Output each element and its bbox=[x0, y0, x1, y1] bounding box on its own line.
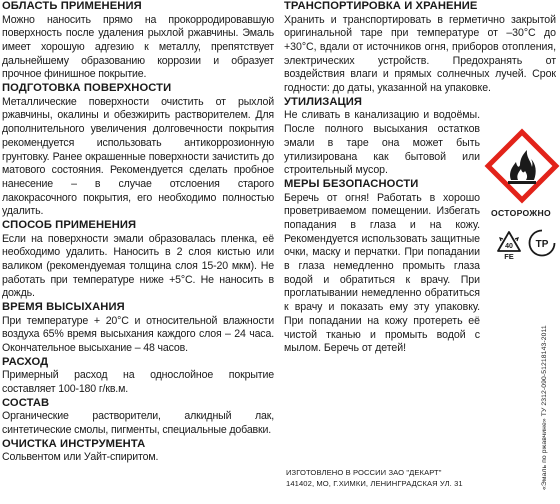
section-text: Беречь от огня! Работать в хорошо проветриваемом помещении. Избегать попадания в глаза и на кожу. Рекомендуется использовать защитные очки, маску и перчатки. При попадании в глаза немедленно промыть глаза водой и обратиться к врачу. При проглатывании немедленно обратиться к врачу и показать ему эту упаковку. При попадании на кожу протереть её чистой тканью и промыть водой с мылом. Беречь от детей! bbox=[284, 191, 480, 355]
flammable-hazard-icon bbox=[484, 128, 560, 204]
manufacturer-info bbox=[286, 467, 486, 489]
section-heading: МЕРЫ БЕЗОПАСНОСТИ bbox=[284, 177, 419, 190]
section-text: Сольвентом или Уайт-спиритом. bbox=[2, 451, 159, 464]
section-heading: ОЧИСТКА ИНСТРУМЕНТА bbox=[2, 437, 146, 450]
section-text: Металлические поверхности очистить от рыхлой ржавчины, окалины и обезжирить растворителем. Для дополнительного увеличения долговечности покрытия рекомендуется использовать антикоррозионную грунтовку. Ранее окрашенные поверхности зачистить до матового состояния. Рекомендуется сделать пробное нанесение – в случае отслоения старого лакокрасочного покрытия, его необходимо полностью удалить. bbox=[2, 95, 274, 218]
section-heading: СПОСОБ ПРИМЕНЕНИЯ bbox=[2, 219, 137, 232]
section-heading: РАСХОД bbox=[2, 355, 49, 368]
section-text: Не сливать в канализацию и водоёмы. После полного высыхания остатков эмали в таре она может быть утилизирована как бытовой или строительный мусор. bbox=[284, 109, 480, 177]
recycle-number: 40 bbox=[505, 243, 513, 250]
section-text: Органические растворители, алкидный лак, синтетические смолы, пигменты, специальные добавки. bbox=[2, 410, 274, 437]
manufacturer-address: 141402, МО, Г.ХИМКИ, ЛЕНИНГРАДСКАЯ УЛ. 31 bbox=[286, 479, 463, 488]
section-heading: ОБЛАСТЬ ПРИМЕНЕНИЯ bbox=[2, 0, 142, 12]
section-heading: ТРАНСПОРТИРОВКА И ХРАНЕНИЕ bbox=[284, 0, 478, 12]
recycle-code: FE bbox=[504, 252, 514, 260]
section-heading: СОСТАВ bbox=[2, 396, 50, 409]
spec-code: «Эмаль по ржавчине» ТУ 2312-090-51218143-2011 bbox=[541, 325, 548, 490]
section-heading: ВРЕМЯ ВЫСЫХАНИЯ bbox=[2, 301, 125, 314]
section-text: Хранить и транспортировать в герметично закрытой оригинальной таре при температуре от –30°С до +30°С, вдали от источников огня, приборов отопления, электрических устройств. Предохранять от воздействия влаги и прямых солнечных лучей. Срок годности: до даты, указанной на упаковке. bbox=[284, 13, 556, 95]
recycle-icon bbox=[495, 230, 523, 260]
certification-mark-text: ТР bbox=[535, 239, 549, 250]
section-heading: ПОДГОТОВКА ПОВЕРХНОСТИ bbox=[2, 82, 172, 95]
section-text: Можно наносить прямо на прокорродировавшую поверхность после удаления рыхлой ржавчины. Эмаль имеет хорошую адгезию к металлу, препятствует дальнейшему образованию коррозии и образует прочное финишное покрытие. bbox=[2, 13, 274, 81]
vertical-spec-text bbox=[541, 268, 549, 490]
section-text: При температуре + 20°С и относительной влажности воздуха 65% время высыхания каждого слоя – 24 часа. Окончательное высыхание – 48 часов. bbox=[2, 314, 274, 355]
manufacturer-line: ИЗГОТОВЛЕНО В РОССИИ ЗАО "ДЕКАРТ" bbox=[286, 468, 442, 477]
left-column bbox=[2, 0, 274, 465]
section-text: Если на поверхности эмали образовалась пленка, её необходимо удалить. Наносить в 2 слоя кистью или валиком (рекомендуемая толщина слоя 15-20 мкм). Не работать при температуре ниже +5°С. Не наносить в дождь. bbox=[2, 232, 274, 300]
certification-mark-icon bbox=[527, 228, 557, 258]
section-heading: УТИЛИЗАЦИЯ bbox=[284, 95, 363, 108]
section-text: Примерный расход на однослойное покрытие составляет 100-180 г/кв.м. bbox=[2, 369, 274, 396]
caution-label: ОСТОРОЖНО bbox=[491, 208, 551, 218]
